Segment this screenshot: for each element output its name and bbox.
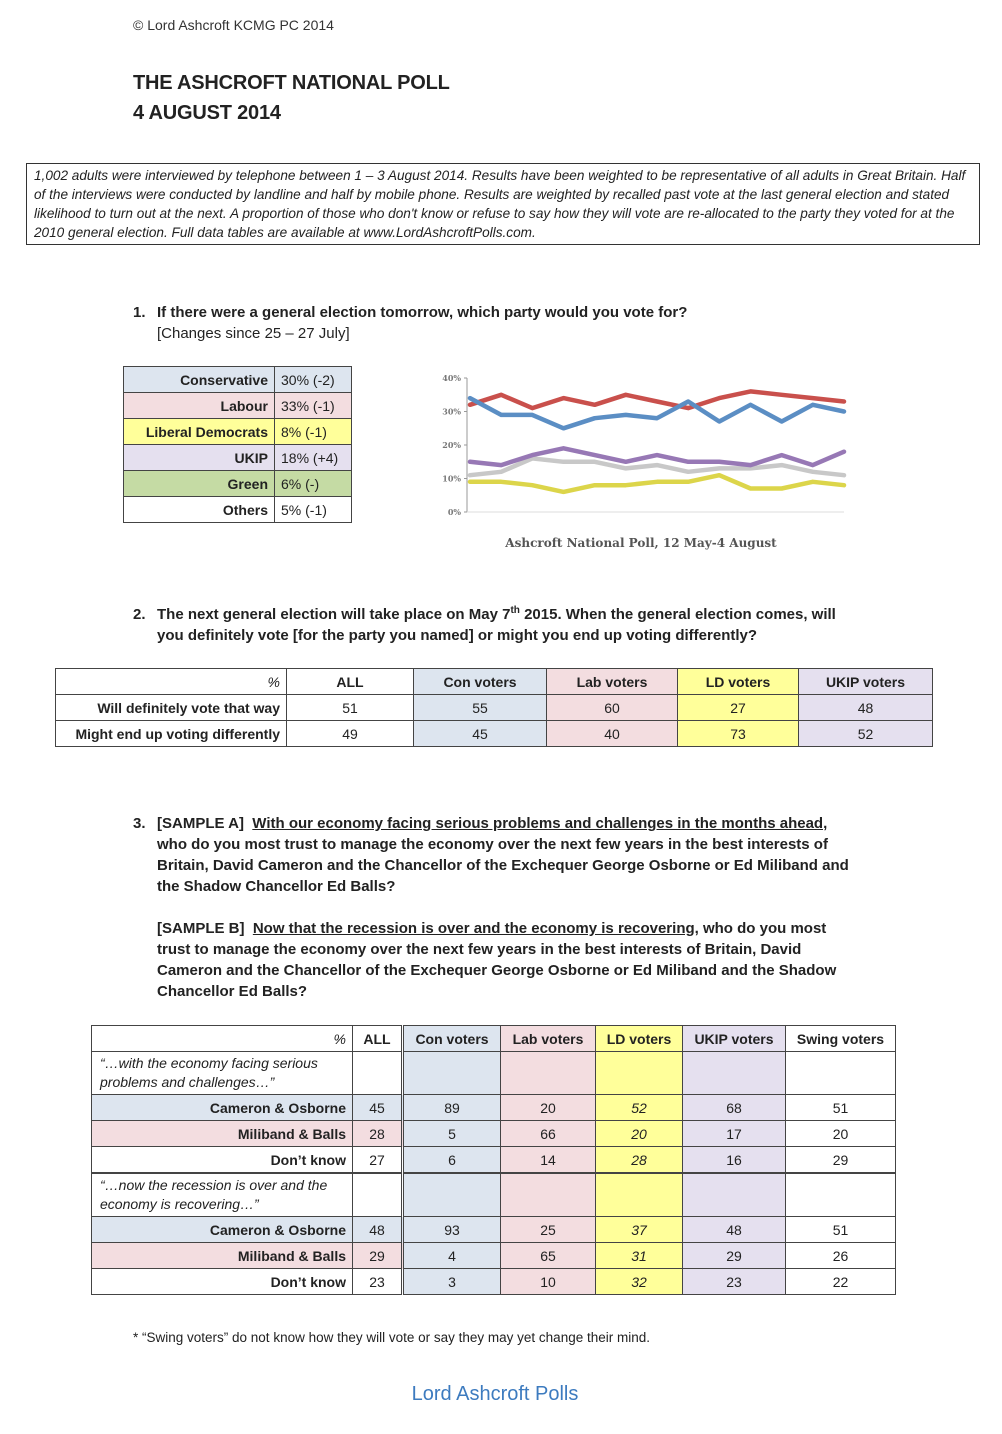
cell-ukip: 17 <box>683 1121 786 1147</box>
cell-ukip: 68 <box>683 1095 786 1121</box>
row-label: Will definitely vote that way <box>56 695 287 721</box>
cell-con: 55 <box>414 695 547 721</box>
chart-series <box>470 391 844 492</box>
cell-ld: 52 <box>596 1095 683 1121</box>
question-1-text: If there were a general election tomorrow, which party would you vote for? <box>157 304 688 321</box>
party-label: Liberal Democrats <box>124 419 275 445</box>
header-percent: % <box>92 1026 353 1052</box>
party-label: Green <box>124 471 275 497</box>
cell-lab: 20 <box>501 1095 596 1121</box>
cell-ld: 32 <box>596 1269 683 1295</box>
table-header-row <box>56 669 933 695</box>
title-line-1: THE ASHCROFT NATIONAL POLL <box>133 72 450 94</box>
question-2-line-1 <box>157 604 836 625</box>
question-2-line-2: you definitely vote [for the party you named] or might you end up voting differently? <box>157 627 758 644</box>
cell-swing: 51 <box>786 1095 896 1121</box>
cell-lab: 65 <box>501 1243 596 1269</box>
series-line-others <box>470 458 844 475</box>
party-value: 5% (-1) <box>275 497 352 523</box>
cell-lab: 60 <box>547 695 678 721</box>
party-value: 6% (-) <box>275 471 352 497</box>
cell-ukip: 29 <box>683 1243 786 1269</box>
party-value: 30% (-2) <box>275 367 352 393</box>
party-value: 8% (-1) <box>275 419 352 445</box>
vote-row-ukip <box>124 445 352 471</box>
question-2-number: 2. <box>133 606 146 623</box>
cell-ld: 31 <box>596 1243 683 1269</box>
definite-vote-table <box>55 668 933 747</box>
copyright-notice: © Lord Ashcroft KCMG PC 2014 <box>133 17 334 33</box>
question-3 <box>133 813 893 1013</box>
cell-lab: 10 <box>501 1269 596 1295</box>
row-label: Cameron & Osborne <box>92 1217 353 1243</box>
cell-all: 28 <box>353 1121 403 1147</box>
cell-ld: 37 <box>596 1217 683 1243</box>
cell-lab: 40 <box>547 721 678 747</box>
sample-b-underline: Now that the recession is over and the economy is recovering, <box>252 920 699 937</box>
vote-row-green <box>124 471 352 497</box>
question-3-text-block <box>157 813 849 1002</box>
cell-lab: 25 <box>501 1217 596 1243</box>
section-a-quote: “…with the economy facing serious problems and challenges…” <box>92 1052 353 1095</box>
party-value: 18% (+4) <box>275 445 352 471</box>
page-title <box>133 68 450 128</box>
sample-a-tag: [SAMPLE A] <box>157 815 244 832</box>
table-row <box>92 1269 896 1295</box>
header-ld: LD voters <box>678 669 799 695</box>
vote-row-libdem <box>124 419 352 445</box>
cell-all: 23 <box>353 1269 403 1295</box>
header-all: ALL <box>287 669 414 695</box>
poll-trend-chart <box>430 365 860 560</box>
y-tick-label: 10% <box>442 473 461 484</box>
row-label: Don’t know <box>92 1269 353 1295</box>
cell-ld: 73 <box>678 721 799 747</box>
brand-footer: Lord Ashcroft Polls <box>411 1383 579 1405</box>
header-ukip: UKIP voters <box>683 1026 786 1052</box>
party-label: UKIP <box>124 445 275 471</box>
question-2 <box>133 604 893 648</box>
cell-ld: 27 <box>678 695 799 721</box>
y-tick-label: 40% <box>442 373 461 383</box>
question-3-number: 3. <box>133 815 146 832</box>
cell-all: 45 <box>353 1095 403 1121</box>
header-lab: Lab voters <box>547 669 678 695</box>
cell-con: 45 <box>414 721 547 747</box>
cell-swing: 20 <box>786 1121 896 1147</box>
sample-a-underline: With our economy facing serious problems and challenges in the months ahead, <box>252 815 828 832</box>
section-a-quote-row <box>92 1052 896 1095</box>
footnote: * “Swing voters” do not know how they will vote or say they may yet change their mind. <box>133 1330 650 1345</box>
party-value: 33% (-1) <box>275 393 352 419</box>
cell-con: 89 <box>403 1095 501 1121</box>
sample-a-line-1 <box>157 813 849 834</box>
methodology-box: 1,002 adults were interviewed by telephone between 1 – 3 August 2014. Results have been weighted to be representative of all adults in Great Britain. Half of the interviews were conducted by landline and half by mobile phone. Results are weighted by recalled past vote at the last general election and stated likelihood to turn out at the next. A proportion of those who don't know or refuse to say how they will vote are re-allocated to the party they voted for at the 2010 general election. Full data tables are available at www.LordAshcroftPolls.com. <box>26 163 980 245</box>
series-line-liberal-democrats <box>470 475 844 492</box>
question-1-number: 1. <box>133 304 146 321</box>
cell-ukip: 52 <box>799 721 933 747</box>
question-2-superscript: th <box>510 605 520 616</box>
cell-ld: 28 <box>596 1147 683 1174</box>
table-row <box>56 721 933 747</box>
question-1-subtext: [Changes since 25 – 27 July] <box>157 325 350 342</box>
sample-a-line-2: who do you most trust to manage the economy over the next few years in the best interests of <box>157 836 828 853</box>
vote-row-others <box>124 497 352 523</box>
sample-a-line-3: Britain, David Cameron and the Chancellor of the Exchequer George Osborne or Ed Miliband and <box>157 857 849 874</box>
row-label: Miliband & Balls <box>92 1243 353 1269</box>
header-lab: Lab voters <box>501 1026 596 1052</box>
cell-lab: 66 <box>501 1121 596 1147</box>
question-2-line-1a: The next general election will take place on May 7 <box>157 606 511 623</box>
table-row <box>92 1243 896 1269</box>
y-tick-label: 20% <box>442 440 461 450</box>
header-con: Con voters <box>414 669 547 695</box>
table-row <box>92 1217 896 1243</box>
cell-ukip: 23 <box>683 1269 786 1295</box>
cell-ukip: 48 <box>799 695 933 721</box>
sample-b-line-1-rest: who do you most <box>698 920 827 937</box>
sample-b-tag: [SAMPLE B] <box>157 920 245 937</box>
cell-ukip: 48 <box>683 1217 786 1243</box>
vote-row-labour <box>124 393 352 419</box>
cell-all: 27 <box>353 1147 403 1174</box>
question-1 <box>133 302 833 346</box>
economy-trust-table <box>91 1025 896 1295</box>
cell-all: 48 <box>353 1217 403 1243</box>
question-2-text-block <box>157 604 836 646</box>
row-label: Might end up voting differently <box>56 721 287 747</box>
cell-swing: 51 <box>786 1217 896 1243</box>
party-label: Others <box>124 497 275 523</box>
cell-swing: 22 <box>786 1269 896 1295</box>
party-label: Conservative <box>124 367 275 393</box>
table-row <box>56 695 933 721</box>
cell-con: 6 <box>403 1147 501 1174</box>
cell-con: 4 <box>403 1243 501 1269</box>
sample-b-line-3: Cameron and the Chancellor of the Exchequer George Osborne or Ed Miliband and the Shadow <box>157 962 837 979</box>
y-tick-label: 0% <box>447 507 461 517</box>
chart-title: Ashcroft National Poll, 12 May-4 August <box>505 536 777 550</box>
cell-con: 3 <box>403 1269 501 1295</box>
header-all: ALL <box>353 1026 403 1052</box>
sample-b-line-2: trust to manage the economy over the next few years in the best interests of Britain, David <box>157 941 802 958</box>
table-row <box>92 1147 896 1174</box>
header-ld: LD voters <box>596 1026 683 1052</box>
section-b-quote: “…now the recession is over and the economy is recovering…” <box>92 1173 353 1217</box>
row-label: Don’t know <box>92 1147 353 1174</box>
table-row <box>92 1121 896 1147</box>
y-tick-label: 30% <box>442 406 461 417</box>
question-2-line-1b: 2015. When the general election comes, will <box>519 606 836 623</box>
section-b-quote-row <box>92 1173 896 1217</box>
vote-intention-table <box>123 366 352 523</box>
cell-all: 51 <box>287 695 414 721</box>
cell-swing: 26 <box>786 1243 896 1269</box>
party-label: Labour <box>124 393 275 419</box>
header-con: Con voters <box>403 1026 501 1052</box>
title-line-2: 4 AUGUST 2014 <box>133 102 281 124</box>
row-label: Cameron & Osborne <box>92 1095 353 1121</box>
table-row <box>92 1095 896 1121</box>
question-1-text-block <box>157 302 687 344</box>
sample-a-line-4: the Shadow Chancellor Ed Balls? <box>157 878 396 895</box>
header-percent: % <box>56 669 287 695</box>
vote-row-conservative <box>124 367 352 393</box>
cell-swing: 29 <box>786 1147 896 1174</box>
header-ukip: UKIP voters <box>799 669 933 695</box>
row-label: Miliband & Balls <box>92 1121 353 1147</box>
sample-b-line-1 <box>157 918 849 939</box>
cell-con: 5 <box>403 1121 501 1147</box>
cell-all: 29 <box>353 1243 403 1269</box>
cell-ld: 20 <box>596 1121 683 1147</box>
cell-lab: 14 <box>501 1147 596 1174</box>
sample-b-line-4: Chancellor Ed Balls? <box>157 983 308 1000</box>
cell-con: 93 <box>403 1217 501 1243</box>
cell-all: 49 <box>287 721 414 747</box>
cell-ukip: 16 <box>683 1147 786 1174</box>
series-line-labour <box>470 391 844 408</box>
header-swing: Swing voters <box>786 1026 896 1052</box>
table-header-row <box>92 1026 896 1052</box>
